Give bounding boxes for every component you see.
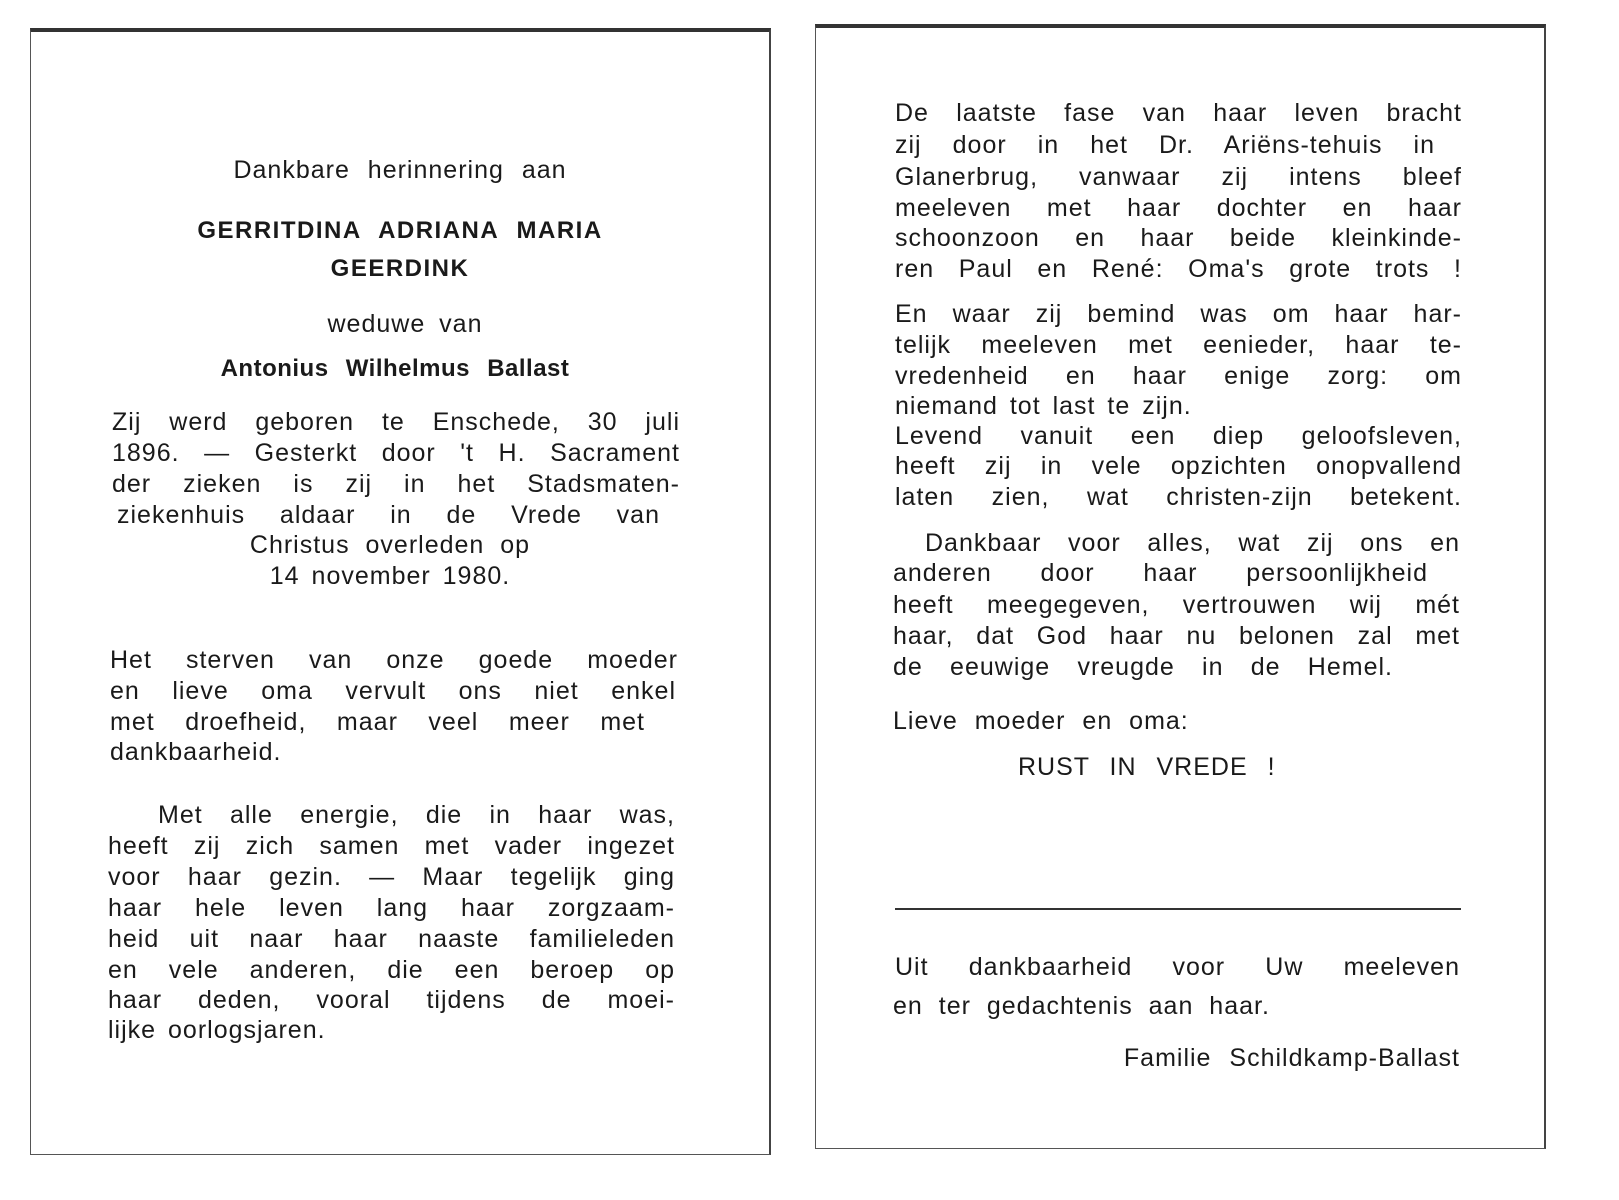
text-line: anderen door haar persoonlijkheid	[893, 559, 1428, 587]
thanks-line: en ter gedachtenis aan haar.	[893, 992, 1270, 1020]
text-line: de eeuwige vreugde in de Hemel.	[893, 653, 1393, 681]
text-line: heeft meegegeven, vertrouwen wij mét	[893, 591, 1460, 619]
text-line: telijk meeleven met eenieder, haar te-	[895, 331, 1462, 359]
text-line: niemand tot last te zijn.	[895, 392, 1192, 420]
text-line: haar, dat God haar nu belonen zal met	[893, 622, 1460, 650]
text-line: der zieken is zij in het Stadsmaten-	[112, 470, 680, 498]
text-line: haar hele leven lang haar zorgzaam-	[108, 894, 675, 922]
text-line: En waar zij bemind was om haar har-	[895, 300, 1462, 328]
text-line: Christus overleden op	[249, 531, 531, 559]
text-line: laten zien, wat christen-zijn betekent.	[895, 483, 1462, 511]
text-line: heeft zij zich samen met vader ingezet	[108, 832, 675, 860]
text-line: De laatste fase van haar leven bracht	[895, 99, 1462, 127]
text-line: en vele anderen, die een beroep op	[108, 956, 675, 984]
family-signature: Familie Schildkamp-Ballast	[1123, 1044, 1460, 1072]
rest-in-peace: RUST IN VREDE !	[1018, 753, 1276, 781]
thanks-line: Uit dankbaarheid voor Uw meeleven	[895, 953, 1460, 981]
text-line: lijke oorlogsjaren.	[108, 1016, 326, 1044]
text-line: Het sterven van onze goede moeder	[110, 646, 678, 674]
spouse-name: Antonius Wilhelmus Ballast	[220, 355, 570, 382]
text-line: Levend vanuit een diep geloofsleven,	[895, 422, 1462, 450]
text-line: Dankbaar voor alles, wat zij ons en	[925, 529, 1460, 557]
deceased-name-line1: GERRITDINA ADRIANA MARIA	[197, 217, 603, 244]
deceased-name-line2: GEERDINK	[330, 255, 470, 282]
text-line: Zij werd geboren te Enschede, 30 juli	[112, 408, 680, 436]
text-line: schoonzoon en haar beide kleinkinde-	[895, 224, 1462, 252]
text-line: vredenheid en haar enige zorg: om	[895, 362, 1462, 390]
text-line: ren Paul en René: Oma's grote trots !	[895, 255, 1462, 283]
text-line: haar deden, vooral tijdens de moei-	[108, 986, 675, 1014]
widow-of: weduwe van	[327, 310, 483, 338]
text-line: Met alle energie, die in haar was,	[158, 801, 675, 829]
text-line: meeleven met haar dochter en haar	[895, 194, 1462, 222]
text-line: zij door in het Dr. Ariëns-tehuis in	[895, 131, 1435, 159]
divider-line	[895, 908, 1461, 910]
text-line: ziekenhuis aldaar in de Vrede van	[117, 501, 660, 529]
heading: Dankbare herinnering aan	[233, 156, 567, 184]
text-line: Glanerbrug, vanwaar zij intens bleef	[895, 163, 1462, 191]
text-line: 1896. — Gesterkt door 't H. Sacrament	[112, 439, 680, 467]
text-line: voor haar gezin. — Maar tegelijk ging	[108, 863, 675, 891]
farewell-line: Lieve moeder en oma:	[893, 707, 1189, 735]
text-line: en lieve oma vervult ons niet enkel	[110, 677, 676, 705]
date-of-death: 14 november 1980.	[269, 562, 511, 590]
text-line: met droefheid, maar veel meer met	[110, 708, 645, 736]
text-line: heeft zij in vele opzichten onopvallend	[895, 452, 1462, 480]
text-line: heid uit naar haar naaste familieleden	[108, 925, 675, 953]
text-line: dankbaarheid.	[110, 738, 282, 766]
